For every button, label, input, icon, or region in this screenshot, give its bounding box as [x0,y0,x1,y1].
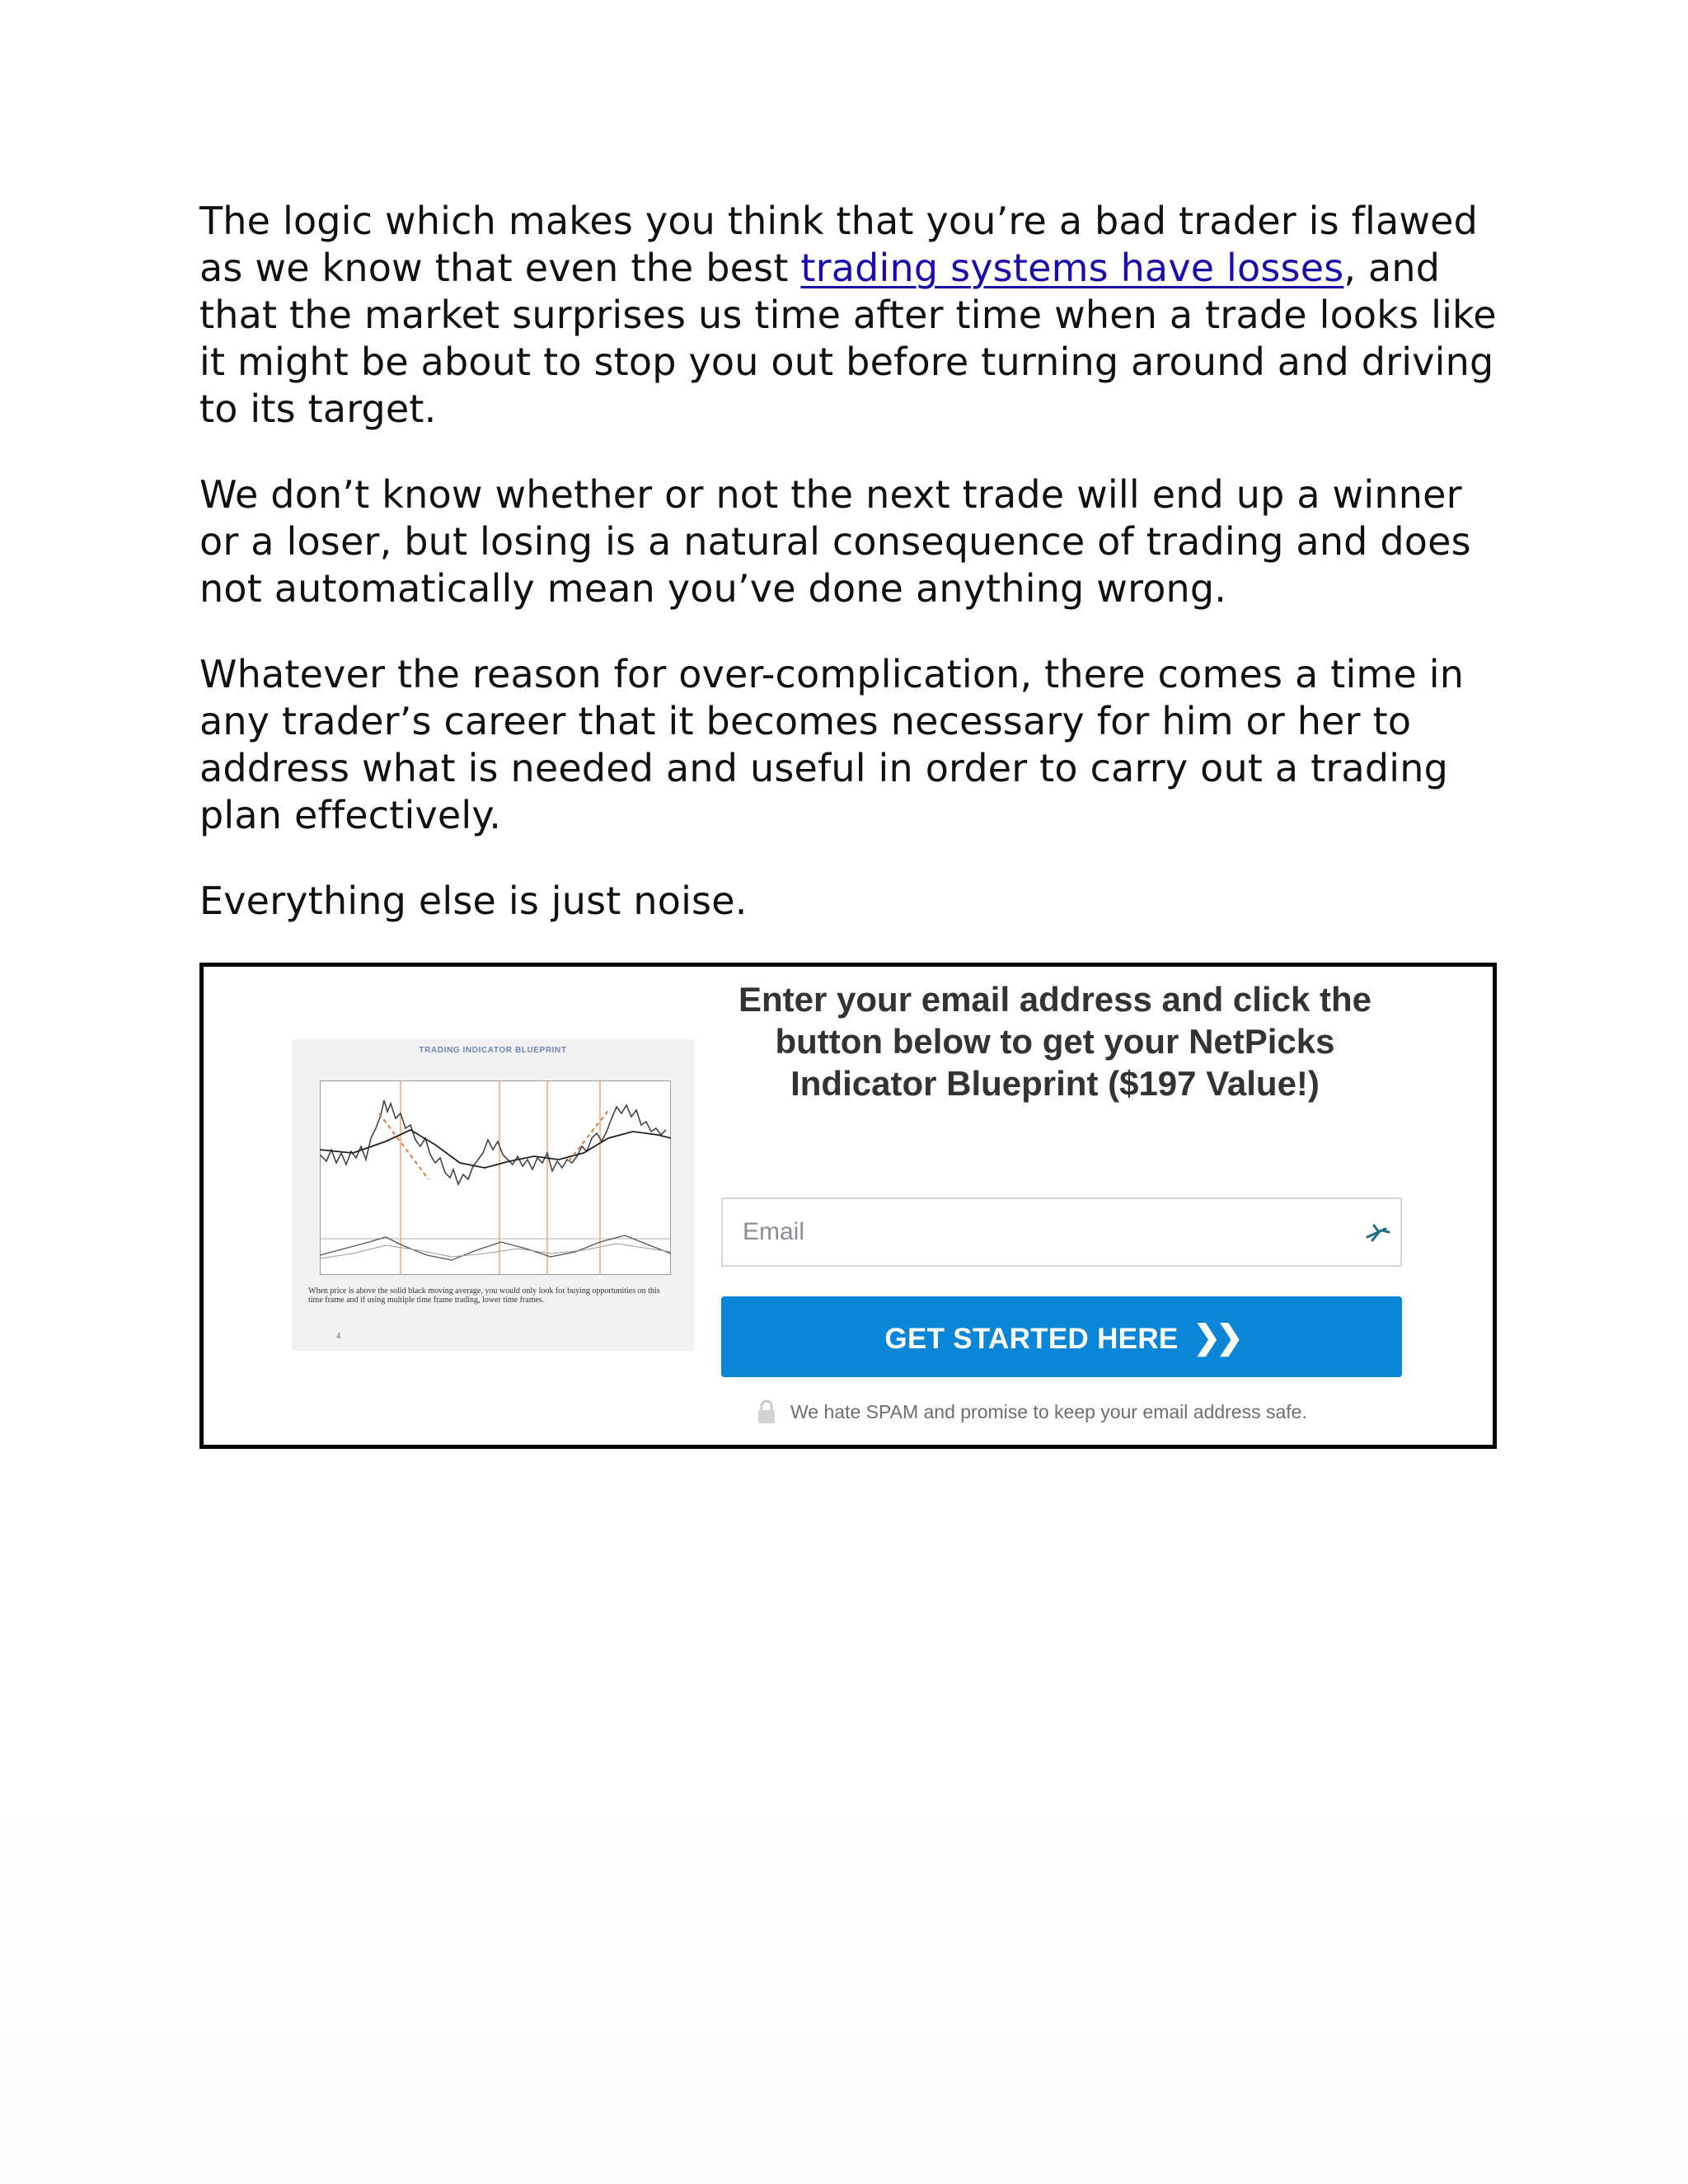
optin-form-box [199,963,1497,1449]
paragraph-3: Whatever the reason for over-complication, there comes a time in any trader’s career that it becomes necessary for him or her to address what is needed and useful in order to carry out a trading plan effectively. [199,652,1465,837]
get-started-button[interactable] [721,1296,1402,1377]
paragraph-1-text-start: The logic which makes you think that you’re a bad trader is flawed as we know that even the best [199,199,1479,290]
paragraph-2: We don’t know whether or not the next trade will end up a winner or a loser, but losing is a natural consequence of trading and does not automatically mean you’ve done anything wrong. [199,472,1471,611]
paragraph-1-text-end: , and that the market surprises us time after time when a trade looks like it might be about to stop you out before turning around and driving to its target. [199,246,1497,431]
article-body [199,198,1502,963]
trading-systems-link[interactable]: trading systems have losses [800,246,1344,290]
offer-heading: Enter your email address and click the button below to get your NetPicks Indicator Blueprint ($197 Value!) [738,980,1372,1103]
blueprint-chart-image [320,1080,671,1275]
paragraph-4: Everything else is just noise. [199,879,748,923]
page-background [0,1451,1688,2184]
thumbnail-title: TRADING INDICATOR BLUEPRINT [419,1046,567,1055]
paragraph-1 [199,198,1502,433]
lock-icon [756,1399,777,1425]
password-manager-icon[interactable] [1364,1221,1392,1244]
thumbnail-caption: When price is above the solid black moving average, you would only look for buying opportunities on this time frame and if using multiple time frame trading, lower time frames. [308,1286,660,1305]
double-chevron-right-icon: ❯❯ [1193,1319,1239,1356]
email-field[interactable] [721,1197,1402,1267]
thumbnail-page-number: 4 [336,1332,340,1341]
blueprint-thumbnail [292,1039,694,1351]
spam-note-text: We hate SPAM and promise to keep your email address safe. [790,1401,1307,1422]
get-started-button-label: GET STARTED HERE [884,1323,1179,1355]
